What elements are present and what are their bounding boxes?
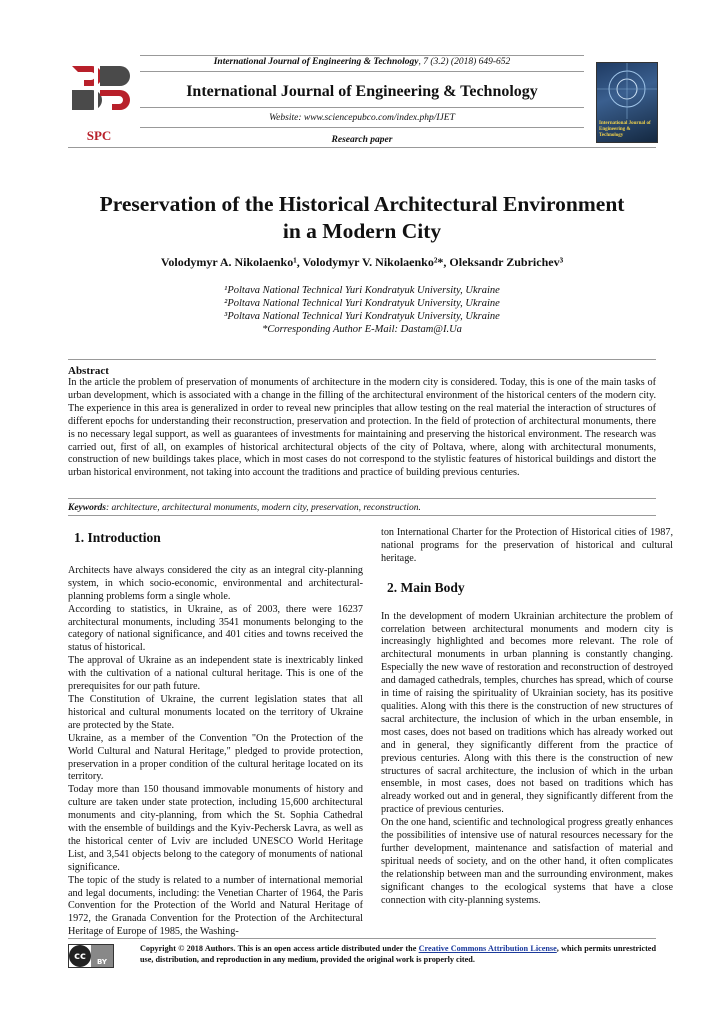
paragraph: Today more than 150 thousand immovable monuments of history and culture are taken under state protection, including 15,600 architectural monuments and city-planning, from which the St. Sophia Cathedral with the ensemble of buildings and the Kyiv-Pechersk Lavra, as well as the historical center of Lviv are included UNESCO World Heritage List, and 3,541 objects belong to the category of monuments of national significance. [68, 784, 363, 873]
right-column [381, 527, 673, 907]
abstract-heading: Abstract [68, 365, 109, 377]
journal-name: International Journal of Engineering & Technology [186, 83, 538, 100]
paragraph: Ukraine, as a member of the Convention "On the Protection of the World Cultural and Natural Heritage," pledged to provide protection, preservation in a proper condition of the cultural heritage located on its territory. [68, 732, 363, 783]
abstract-text: In the article the problem of preservation of monuments of architecture in the modern city is considered. Today, this is one of the main tasks of urban development, which is associated with a change in the filling of the architectural environment of the historical centers of the modern city. The experience in this area is generalized in order to reveal new principles that allow testing on the real material the interaction of structures of different epochs for understanding their reconstruction, preservation and protection. In the field of protection of architectural monuments, there is no necessary legal support, as well as guarantees of investments for maintaining and preserving the historical environment. The research was carried out, first of all, on examples of historical architectural objects of the city of Poltava, where, along with architectural monuments, construction of new buildings takes place, which in most cases do not correspond to the stylistic features of historical buildings and distort the urban historical environment, not taking into account the traditions and practice of building previous centuries. [68, 377, 656, 479]
paragraph-continuation: ton International Charter for the Protection of Historical cities of 1987, national programs for the preservation of historical and cultural heritage. [381, 527, 673, 564]
corresponding-author: *Corresponding Author E-Mail: Dastam@I.Ua [262, 324, 462, 335]
paragraph: On the one hand, scientific and technological progress greatly enhances the possibilities of intensive use of natural resources necessary for the further development, maintenance and satisfaction of material and spiritual needs of society, and on the other hand, it often complicates the relationship between man and the surrounding environment, makes significant changes to the ecological systems that have a close connection with city-planning systems. [381, 817, 673, 906]
logo-text: SPC [86, 128, 112, 143]
paper-type: Research paper [331, 135, 393, 145]
copyright-notice: Copyright © 2018 Authors. This is an open access article distributed under the Creative Commons Attribution License, which permits unrestricted use, distribution, and reproduction in any medium, provided the original work is properly cited. [140, 944, 656, 964]
journal-citation: International Journal of Engineering & Technology, 7 (3.2) (2018) 649-652 [213, 57, 511, 67]
cc-icon: cc [69, 945, 91, 967]
paper-title: Preservation of the Historical Architectural Environment in a Modern City [99, 192, 625, 243]
paragraph: The Constitution of Ukraine, the current legislation states that all historical and cultural monuments located on the territory of Ukraine are protected by the State. [68, 693, 363, 731]
affiliation-3: ³Poltava National Technical Yuri Kondratyuk University, Ukraine [224, 311, 500, 322]
cc-by-badge[interactable] [68, 944, 114, 968]
section-heading-main-body: 2. Main Body [387, 579, 465, 595]
paragraph: According to statistics, in Ukraine, as of 2003, there were 16237 architectural monuments, including 3541 monuments belonging to the category of national significance, and 401 cities and towns received the status of historical. [68, 603, 363, 654]
paragraph: The topic of the study is related to a number of international memorial and legal documents, including: the Venetian Charter of 1964, the Paris Convention for the Protection of the World and Natural Heritage of 1972, the Granada Convention for the Protection of the Architectural Heritage of Europe of 1985, the Washing- [68, 874, 363, 938]
paragraph: In the development of modern Ukrainian architecture the problem of correlation between architectural monuments and modern city is increasingly highlighted and becomes more relevant. The role of architectural monuments in urban planning is constantly changing. Especially the new wave of restoration and reconstruction of destroyed and damaged cathedrals, temples, churches has spread, which of course in time of raising the spirituality of Ukrainian society, has its positive qualities. Along with this there is the construction of new structures of sacral architecture, the inclusion of which in the urban ensemble, in most cases, does not based on traditions which has already worked out and in general, they significantly different from the practice of previous centuries. Along with this there is the construction of new structures of sacral architecture, the inclusion of which in the urban ensemble, in most cases, does not based on traditions which has already worked out and in general, they significantly different from the practice of previous centuries. [381, 610, 673, 816]
publisher-logo [68, 62, 130, 144]
cover-graphic-icon [597, 63, 657, 119]
paragraph: Architects have always considered the city as an integral city-planning system, in which socio-economic, environmental and architectural-planning problems form a single whole. [68, 564, 363, 602]
keywords: Keywords: architecture, architectural monuments, modern city, preservation, reconstruction. [68, 503, 421, 513]
paragraph: The approval of Ukraine as an independent state is inextricably linked with the cultivation of a national cultural heritage. This is one of the prerequisites for our path future. [68, 655, 363, 693]
journal-website: Website: www.sciencepubco.com/index.php/IJET [269, 113, 455, 123]
paper-authors: Volodymyr A. Nikolaenko¹, Volodymyr V. Nikolaenko²*, Oleksandr Zubrichev³ [160, 255, 564, 269]
license-link[interactable]: Creative Commons Attribution License [418, 944, 557, 953]
cover-title: International Journal of Engineering & Technology [599, 121, 651, 138]
section-heading-introduction: 1. Introduction [74, 530, 161, 545]
affiliation-2: ²Poltava National Technical Yuri Kondratyuk University, Ukraine [224, 298, 500, 309]
journal-cover-image [596, 62, 658, 143]
by-icon: BY [91, 945, 113, 967]
left-column [68, 532, 363, 939]
affiliation-1: ¹Poltava National Technical Yuri Kondratyuk University, Ukraine [224, 285, 500, 296]
